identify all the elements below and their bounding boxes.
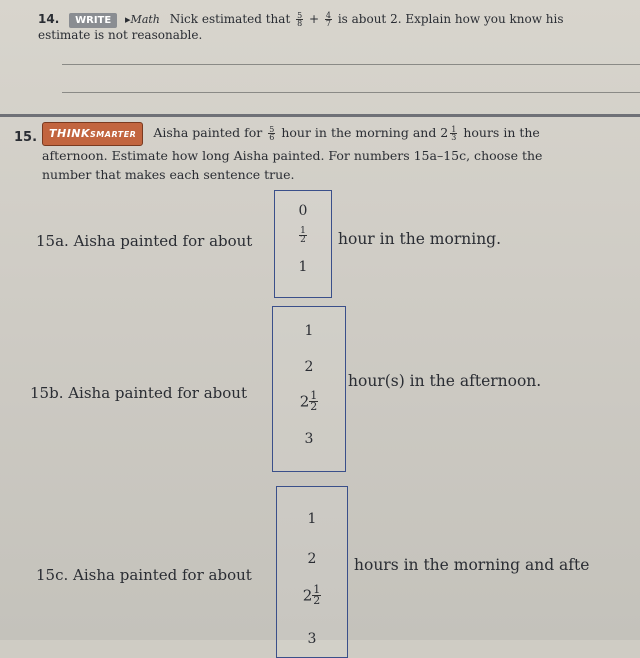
denominator: 2 (310, 400, 318, 413)
badge-smarter: SMARTER (90, 130, 137, 139)
fraction (450, 126, 457, 141)
badge-think: THINK (49, 127, 91, 140)
item-15c-label: 15c. Aisha painted for about (36, 566, 252, 584)
choice-option[interactable]: 2 (307, 551, 317, 567)
numerator: 5 (297, 11, 303, 20)
fraction (325, 12, 332, 27)
question-number: 14. (38, 12, 60, 26)
item-15a-sentence-end: hour in the morning. (338, 230, 502, 248)
question-number: 15. (14, 130, 38, 145)
choice-option[interactable]: 1 (304, 323, 314, 339)
denominator: 6 (269, 133, 275, 142)
question-text-line2: afternoon. Estimate how long Aisha painted. For numbers 15a–15c, choose the (42, 148, 543, 163)
question-text: hour in the morning and 2 (281, 125, 449, 140)
question-14 (38, 12, 638, 43)
question-text-line3: number that makes each sentence true. (42, 167, 295, 182)
answer-line[interactable] (62, 64, 640, 65)
choice-option[interactable]: 3 (307, 631, 317, 647)
answer-line[interactable] (62, 92, 640, 93)
item-15a-choice-box[interactable] (274, 190, 332, 298)
section-divider (0, 114, 640, 117)
fraction (299, 227, 307, 244)
item-15a-label: 15a. Aisha painted for about (36, 232, 253, 250)
choice-option[interactable]: 0 (298, 203, 308, 219)
math-tag: ▸Math (125, 13, 160, 26)
fraction (296, 12, 303, 27)
choice-option[interactable] (277, 585, 347, 606)
question-text: Nick estimated that (169, 12, 291, 26)
denominator: 3 (451, 133, 457, 142)
denominator: 7 (325, 19, 331, 28)
denominator: 2 (300, 235, 306, 245)
choice-option[interactable]: 2 (304, 359, 314, 375)
numerator: 1 (313, 583, 321, 596)
choice-option[interactable]: 3 (304, 431, 314, 447)
choice-option[interactable] (275, 227, 331, 244)
question-text: hours in the (463, 125, 540, 140)
fraction (309, 391, 318, 412)
denominator: 2 (313, 594, 321, 607)
mixed-whole: 2 (299, 392, 310, 411)
fraction (268, 126, 275, 141)
numerator: 1 (451, 125, 457, 134)
question-text-line2: estimate is not reasonable. (38, 28, 203, 42)
item-15c-choice-box[interactable] (276, 486, 348, 658)
item-15b-sentence-end: hour(s) in the afternoon. (348, 372, 542, 390)
denominator: 8 (297, 19, 303, 28)
item-15b-label: 15b. Aisha painted for about (30, 384, 247, 402)
choice-option[interactable]: 1 (307, 511, 317, 527)
item-15b-choice-box[interactable] (272, 306, 346, 472)
item-15c-sentence-end: hours in the morning and afte (354, 556, 590, 574)
numerator: 1 (310, 389, 318, 402)
plus-sign: + (309, 12, 320, 26)
choice-option[interactable]: 1 (298, 259, 308, 275)
think-smarter-badge (42, 122, 143, 146)
choice-option[interactable] (273, 391, 345, 412)
mixed-whole: 2 (302, 586, 313, 605)
write-math-badge: WRITE (69, 13, 117, 28)
question-15 (14, 122, 640, 184)
numerator: 5 (269, 125, 275, 134)
numerator: 4 (325, 11, 331, 20)
fraction (312, 585, 321, 606)
numerator: 1 (300, 226, 306, 236)
question-text: Aisha painted for (153, 125, 263, 140)
question-text: is about 2. Explain how you know his (337, 12, 564, 26)
